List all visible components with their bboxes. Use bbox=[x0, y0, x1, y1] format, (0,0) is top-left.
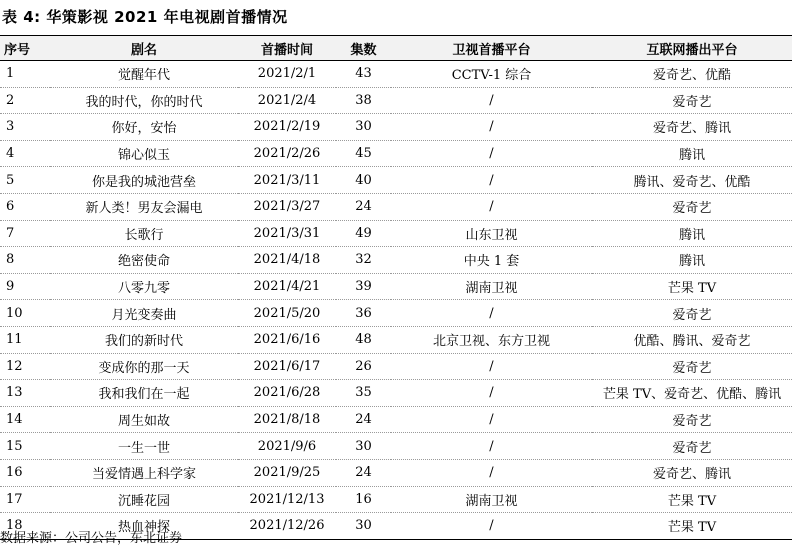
cell-date: 2021/8/18 bbox=[238, 406, 336, 433]
cell-no: 6 bbox=[0, 193, 50, 220]
cell-net-platform: 爱奇艺、优酷 bbox=[592, 61, 792, 88]
cell-no: 1 bbox=[0, 61, 50, 88]
cell-date: 2021/2/19 bbox=[238, 114, 336, 141]
cell-no: 11 bbox=[0, 326, 50, 353]
cell-name: 当爱情遇上科学家 bbox=[50, 459, 238, 486]
cell-episodes: 48 bbox=[336, 326, 391, 353]
cell-name: 绝密使命 bbox=[50, 247, 238, 274]
cell-net-platform: 芒果 TV、爱奇艺、优酷、腾讯 bbox=[592, 380, 792, 407]
cell-episodes: 30 bbox=[336, 114, 391, 141]
table-header-row bbox=[0, 36, 792, 61]
table-row bbox=[0, 247, 792, 274]
cell-net-platform: 爱奇艺 bbox=[592, 193, 792, 220]
cell-episodes: 43 bbox=[336, 61, 391, 88]
header-net-platform: 互联网播出平台 bbox=[592, 36, 792, 61]
cell-episodes: 24 bbox=[336, 193, 391, 220]
cell-net-platform: 腾讯、爱奇艺、优酷 bbox=[592, 167, 792, 194]
header-no: 序号 bbox=[0, 36, 50, 61]
cell-date: 2021/2/1 bbox=[238, 61, 336, 88]
cell-date: 2021/12/13 bbox=[238, 486, 336, 513]
cell-episodes: 30 bbox=[336, 513, 391, 540]
table-row bbox=[0, 433, 792, 460]
cell-episodes: 16 bbox=[336, 486, 391, 513]
table-row bbox=[0, 459, 792, 486]
cell-date: 2021/6/17 bbox=[238, 353, 336, 380]
cell-date: 2021/2/26 bbox=[238, 140, 336, 167]
table-row bbox=[0, 193, 792, 220]
table-row bbox=[0, 380, 792, 407]
table-row bbox=[0, 114, 792, 141]
table-row bbox=[0, 140, 792, 167]
header-name: 剧名 bbox=[50, 36, 238, 61]
table-row bbox=[0, 61, 792, 88]
cell-name: 八零九零 bbox=[50, 273, 238, 300]
cell-episodes: 36 bbox=[336, 300, 391, 327]
cell-tv-platform: / bbox=[391, 353, 592, 380]
cell-net-platform: 腾讯 bbox=[592, 247, 792, 274]
cell-name: 热血神探 bbox=[50, 513, 238, 540]
cell-name: 周生如故 bbox=[50, 406, 238, 433]
cell-name: 沉睡花园 bbox=[50, 486, 238, 513]
header-tv-platform: 卫视首播平台 bbox=[391, 36, 592, 61]
cell-tv-platform: / bbox=[391, 380, 592, 407]
table-row bbox=[0, 273, 792, 300]
cell-net-platform: 爱奇艺 bbox=[592, 406, 792, 433]
cell-name: 我们的新时代 bbox=[50, 326, 238, 353]
cell-net-platform: 爱奇艺、腾讯 bbox=[592, 459, 792, 486]
cell-episodes: 45 bbox=[336, 140, 391, 167]
cell-net-platform: 爱奇艺 bbox=[592, 87, 792, 114]
cell-tv-platform: / bbox=[391, 87, 592, 114]
cell-name: 锦心似玉 bbox=[50, 140, 238, 167]
cell-no: 2 bbox=[0, 87, 50, 114]
cell-name: 你好，安怡 bbox=[50, 114, 238, 141]
cell-no: 7 bbox=[0, 220, 50, 247]
cell-date: 2021/5/20 bbox=[238, 300, 336, 327]
cell-name: 我和我们在一起 bbox=[50, 380, 238, 407]
cell-date: 2021/9/25 bbox=[238, 459, 336, 486]
drama-table bbox=[0, 35, 792, 540]
cell-tv-platform: 中央 1 套 bbox=[391, 247, 592, 274]
table-row bbox=[0, 220, 792, 247]
table-row bbox=[0, 167, 792, 194]
table-row bbox=[0, 486, 792, 513]
cell-date: 2021/12/26 bbox=[238, 513, 336, 540]
table-row bbox=[0, 353, 792, 380]
cell-tv-platform: 湖南卫视 bbox=[391, 273, 592, 300]
cell-net-platform: 爱奇艺 bbox=[592, 300, 792, 327]
cell-episodes: 39 bbox=[336, 273, 391, 300]
cell-net-platform: 芒果 TV bbox=[592, 273, 792, 300]
cell-tv-platform: / bbox=[391, 167, 592, 194]
cell-episodes: 24 bbox=[336, 406, 391, 433]
cell-tv-platform: / bbox=[391, 114, 592, 141]
cell-episodes: 24 bbox=[336, 459, 391, 486]
cell-episodes: 49 bbox=[336, 220, 391, 247]
cell-episodes: 35 bbox=[336, 380, 391, 407]
cell-tv-platform: 湖南卫视 bbox=[391, 486, 592, 513]
cell-episodes: 32 bbox=[336, 247, 391, 274]
cell-net-platform: 芒果 TV bbox=[592, 513, 792, 540]
cell-name: 觉醒年代 bbox=[50, 61, 238, 88]
cell-tv-platform: 山东卫视 bbox=[391, 220, 592, 247]
table-row bbox=[0, 300, 792, 327]
cell-name: 一生一世 bbox=[50, 433, 238, 460]
cell-tv-platform: 北京卫视、东方卫视 bbox=[391, 326, 592, 353]
cell-tv-platform: / bbox=[391, 193, 592, 220]
cell-tv-platform: / bbox=[391, 406, 592, 433]
header-date: 首播时间 bbox=[238, 36, 336, 61]
cell-no: 17 bbox=[0, 486, 50, 513]
cell-date: 2021/3/27 bbox=[238, 193, 336, 220]
cell-tv-platform: CCTV-1 综合 bbox=[391, 61, 592, 88]
cell-net-platform: 优酷、腾讯、爱奇艺 bbox=[592, 326, 792, 353]
cell-episodes: 30 bbox=[336, 433, 391, 460]
cell-no: 8 bbox=[0, 247, 50, 274]
cell-date: 2021/6/28 bbox=[238, 380, 336, 407]
cell-net-platform: 爱奇艺、腾讯 bbox=[592, 114, 792, 141]
cell-date: 2021/3/11 bbox=[238, 167, 336, 194]
cell-net-platform: 芒果 TV bbox=[592, 486, 792, 513]
table-row bbox=[0, 87, 792, 114]
cell-episodes: 40 bbox=[336, 167, 391, 194]
cell-date: 2021/4/21 bbox=[238, 273, 336, 300]
cell-tv-platform: / bbox=[391, 433, 592, 460]
cell-net-platform: 腾讯 bbox=[592, 220, 792, 247]
cell-date: 2021/2/4 bbox=[238, 87, 336, 114]
cell-tv-platform: / bbox=[391, 140, 592, 167]
cell-name: 新人类！男友会漏电 bbox=[50, 193, 238, 220]
cell-tv-platform: / bbox=[391, 300, 592, 327]
cell-date: 2021/3/31 bbox=[238, 220, 336, 247]
cell-no: 15 bbox=[0, 433, 50, 460]
cell-episodes: 38 bbox=[336, 87, 391, 114]
table-row bbox=[0, 326, 792, 353]
cell-episodes: 26 bbox=[336, 353, 391, 380]
cell-no: 10 bbox=[0, 300, 50, 327]
cell-name: 你是我的城池营垒 bbox=[50, 167, 238, 194]
cell-no: 13 bbox=[0, 380, 50, 407]
cell-net-platform: 爱奇艺 bbox=[592, 433, 792, 460]
cell-no: 12 bbox=[0, 353, 50, 380]
header-episodes: 集数 bbox=[336, 36, 391, 61]
cell-name: 月光变奏曲 bbox=[50, 300, 238, 327]
cell-tv-platform: / bbox=[391, 513, 592, 540]
cell-no: 18 bbox=[0, 513, 50, 540]
cell-no: 9 bbox=[0, 273, 50, 300]
table-title: 表 4: 华策影视 2021 年电视剧首播情况 bbox=[2, 8, 288, 26]
cell-no: 3 bbox=[0, 114, 50, 141]
table-body bbox=[0, 61, 792, 540]
cell-date: 2021/9/6 bbox=[238, 433, 336, 460]
cell-name: 我的时代，你的时代 bbox=[50, 87, 238, 114]
table-row bbox=[0, 406, 792, 433]
cell-net-platform: 腾讯 bbox=[592, 140, 792, 167]
cell-no: 16 bbox=[0, 459, 50, 486]
cell-date: 2021/6/16 bbox=[238, 326, 336, 353]
cell-no: 4 bbox=[0, 140, 50, 167]
cell-date: 2021/4/18 bbox=[238, 247, 336, 274]
cell-name: 长歌行 bbox=[50, 220, 238, 247]
cell-no: 5 bbox=[0, 167, 50, 194]
cell-name: 变成你的那一天 bbox=[50, 353, 238, 380]
cell-net-platform: 爱奇艺 bbox=[592, 353, 792, 380]
cell-tv-platform: / bbox=[391, 459, 592, 486]
cell-no: 14 bbox=[0, 406, 50, 433]
data-source-note: 数据来源：公司公告，东北证券 bbox=[0, 531, 183, 546]
